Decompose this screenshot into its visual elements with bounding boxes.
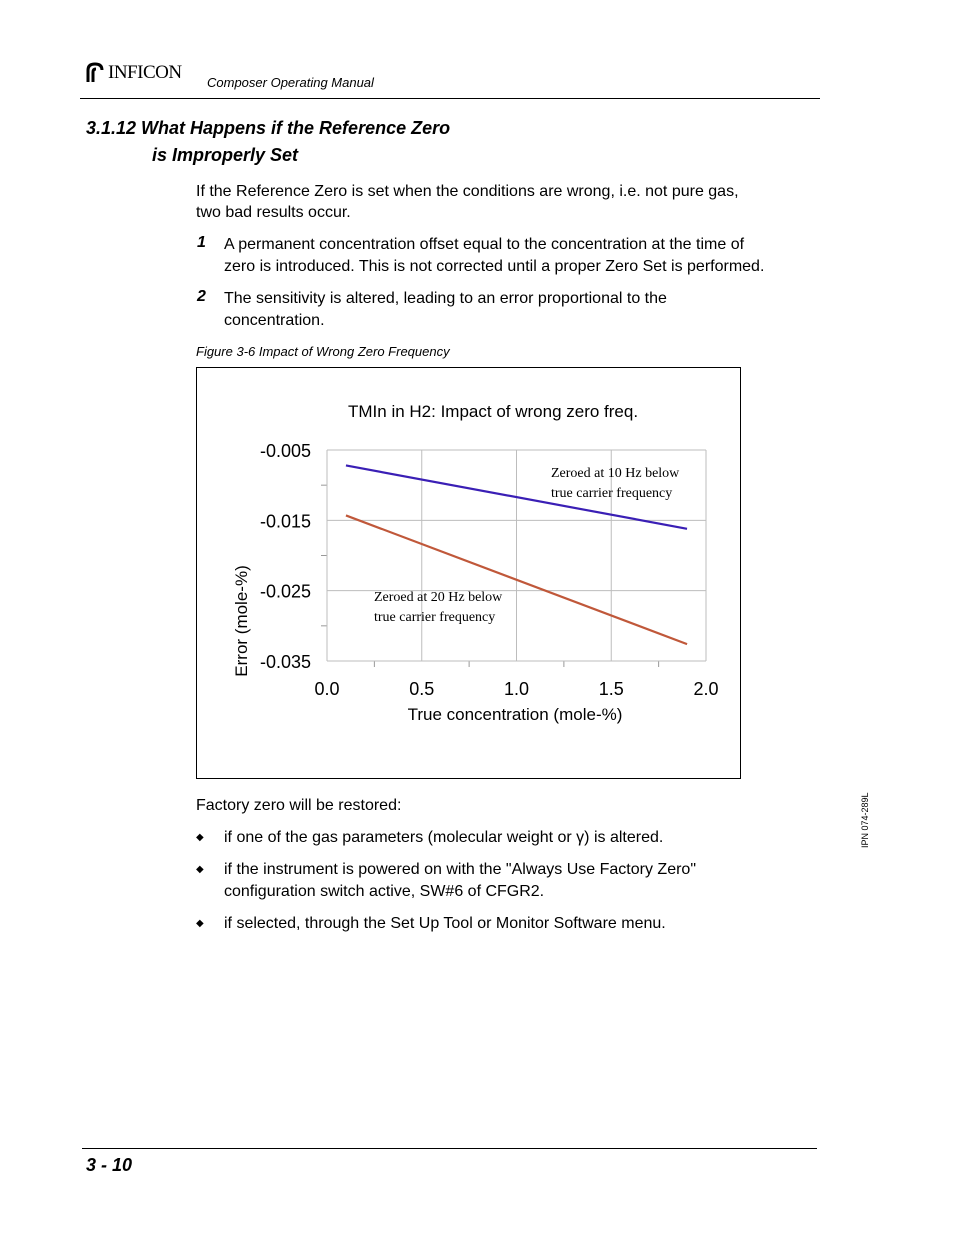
x-tick-label: 0.0 [314, 679, 340, 699]
bullet-text-line1: if selected, through the Set Up Tool or Monitor Software menu. [224, 915, 666, 932]
page-number: 3 - 10 [86, 1155, 133, 1175]
bullet-text-line2: configuration switch active, SW#6 of CFGR2. [224, 883, 545, 900]
section-heading-line2: is Improperly Set [152, 145, 299, 165]
intro-line2: two bad results occur. [196, 204, 351, 221]
item-text-line1: The sensitivity is altered, leading to an error proportional to the [224, 290, 667, 307]
section-heading-line1: 3.1.12 What Happens if the Reference Zero [86, 118, 451, 138]
item-text-line1: A permanent concentration offset equal to the concentration at the time of [224, 236, 745, 253]
y-tick-label: -0.005 [259, 441, 311, 461]
bullet-icon: ◆ [196, 918, 204, 929]
restore-intro: Factory zero will be restored: [196, 797, 402, 814]
bullet-text-line1: if the instrument is powered on with the "Always Use Factory Zero" [224, 861, 696, 878]
annotation-20hz-line2: true carrier frequency [374, 610, 496, 625]
manual-title: Composer Operating Manual [207, 75, 374, 90]
logo-text: INFICON [108, 62, 182, 83]
figure-caption: Figure 3-6 Impact of Wrong Zero Frequency [196, 344, 450, 359]
chart-title: TMIn in H2: Impact of wrong zero freq. [348, 402, 639, 421]
x-tick-label: 1.0 [503, 679, 530, 699]
annotation-10hz-line2: true carrier frequency [551, 486, 673, 501]
item-number: 1 [197, 234, 206, 251]
inficon-logo-icon [84, 62, 106, 84]
x-tick-label: 1.5 [598, 679, 624, 699]
document-part-number: IPN 074-289L [860, 792, 870, 848]
bullet-icon: ◆ [196, 864, 204, 875]
y-tick-label: -0.025 [259, 581, 311, 602]
y-tick-label: -0.035 [259, 652, 311, 672]
bullet-text-line1: if one of the gas parameters (molecular weight or γ) is altered. [224, 829, 664, 846]
x-tick-label: 0.5 [409, 679, 435, 699]
line-chart [196, 367, 741, 779]
footer-rule [82, 1148, 817, 1149]
item-text-line2: concentration. [224, 312, 325, 329]
header-rule [80, 98, 820, 99]
item-number: 2 [197, 288, 206, 305]
intro-line1: If the Reference Zero is set when the conditions are wrong, i.e. not pure gas, [196, 183, 739, 200]
x-axis-label: True concentration (mole-%) [407, 705, 623, 724]
y-axis-label: Error (mole-%) [232, 565, 251, 677]
inficon-logo [84, 62, 182, 84]
figure-frame [196, 367, 741, 779]
x-tick-label: 2.0 [693, 679, 719, 699]
annotation-20hz-line1: Zeroed at 20 Hz below [374, 590, 503, 605]
bullet-icon: ◆ [196, 832, 204, 843]
item-text-line2: zero is introduced. This is not corrected until a proper Zero Set is performed. [224, 258, 765, 275]
y-tick-label: -0.015 [259, 511, 311, 532]
annotation-10hz-line1: Zeroed at 10 Hz below [551, 466, 680, 481]
